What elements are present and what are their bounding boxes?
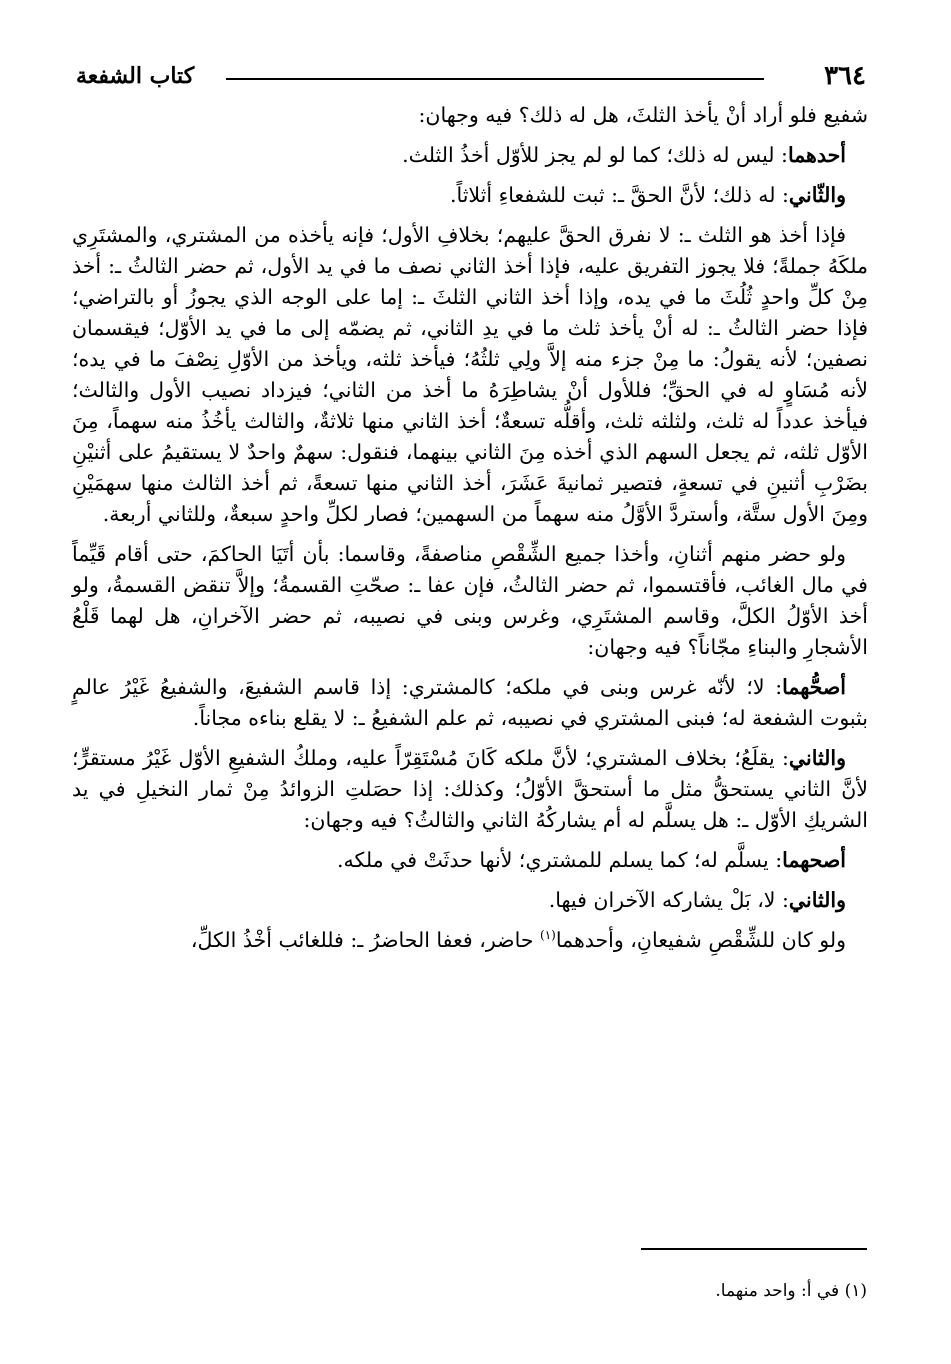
paragraph: شفيع فلو أراد أنْ يأخذ الثلثَ، هل له ذلك؟ فيه وجهان:: [418, 103, 868, 127]
paragraph: أصحُّهما: لا؛ لأنّه غرس وبنى في ملكه؛ كالمشتري: إذا قاسم الشفيعَ، والشفيعُ غَيْرُ عالمٍ بثبوت الشفعة له؛ فبنى المشتري في نصيبه، ثم علم الشفيعُ ـ: لا يقلع بناءه مجاناً.: [72, 675, 868, 730]
page-header: [76, 58, 866, 98]
book-title: كتاب الشفعة: [76, 63, 195, 89]
paragraph: فإذا أخذ هو الثلث ـ: لا نفرق الحقَّ عليهم؛ بخلافِ الأول؛ فإنه يأخذه من المشتري، والمشتَرِي ملكَهُ جملةً؛ فلا يجوز التفريق عليه، فإذا أخذ الثاني نصف ما في يد الأول، ثم حضر الثالثُ ـ: أخذ مِنْ كلِّ واحدٍ ثُلُثَ ما في يده، وإذا أخذ الثاني الثلثَ ـ: إما على الوجه الذي يجوزُ أو بالتراضي؛ فإذا حضر الثالثُ ـ: له أنْ يأخذ ثلث ما في يدِ الثاني، ثم يضمّه إلى ما في يد الأوّل؛ فيقسمان نصفين؛ لأنه يقولُ: ما مِنْ جزء منه إلاَّ ولِي ثلثُهُ؛ فيأخذ ثلثه، ويأخذ من الأوّلِ نِصْفَ ما في يده؛ لأنه مُسَاوٍ له في الحقِّ؛ فللأول أنْ يشاطِرَهُ ما أخذ من الثاني؛ فيزداد نصيب الأول والثالث؛ فيأخذ عدداً له ثلث، ولثلثه ثلث، وأقلُّه تسعةٌ؛ أخذ الثاني منها ثلاثةٌ، والثالث يأخُذُ منه سهماً، مِنَ الأوّل ثلثه، ثم يجعل السهم الذي أخذه مِنَ الثاني بينهما، فنقول: سهمٌ واحدٌ لا يستقيمُ على أثنيْنِ بضَرْبِ أثنينِ في تسعةٍ، فتصير ثمانيةَ عَشَرَ، أخذ الثاني منها تسعةً، ثم أخذ الثالث منها سهمَيْنِ ومِنَ الأول ستَّة، وأستردَّ الأوَّلُ منه سهماً من السهمين؛ فصار لكلِّ واحدٍ سبعةٌ، وللثاني أربعة.: [72, 223, 868, 526]
paragraph: أصحهما: يسلَّم له؛ كما يسلم للمشتري؛ لأنها حدثَتْ في ملكه.: [337, 848, 846, 872]
paragraph: والثّاني: له ذلك؛ لأنَّ الحقَّ ـ: ثبت للشفعاءِ أثلاثاً.: [449, 183, 846, 207]
footnote-rule: [641, 1248, 867, 1250]
paragraph: ولو حضر منهم أثنانِ، وأخذا جميع الشِّقْصِ مناصفةً، وقاسما: بأن أتَيَا الحاكمَ، حتى أقام قَيِّماً في مال الغائب، فأقتسموا، ثم حضر الثالثُ، فإن عفا ـ: صحّتِ القسمةُ؛ وإلاَّ تنقض القسمةُ، ولو أخذ الأوّلُ الكلَّ، وقاسم المشتَرِي، وغرس وبنى في نصيبه، ثم حضر الآخرانِ، هل لهما قَلْعُ الأشجارِ والبناءِ مجّاناً؟ فيه وجهان:: [72, 542, 868, 659]
header-rule: [226, 78, 764, 80]
main-text: [72, 100, 868, 956]
paragraph: ولو كان للشِّقْصِ شفيعانِ، وأحدهما$^{(١)}$ حاضر، فعفا الحاضرُ ـ: فللغائب أخْذُ الكلِّ،: [190, 928, 846, 952]
footnote-marker: (١): [540, 928, 556, 943]
paragraph: أحدهما: ليس له ذلك؛ كما لو لم يجز للأوّل أخذُ الثلث.: [402, 143, 846, 167]
footnote: (١) في أ: واحد منهما.: [715, 1281, 867, 1301]
paragraph: والثاني: يقلَعُ؛ بخلاف المشتري؛ لأنَّ ملكه كَانَ مُسْتَقِرّاً عليه، وملكُ الشفيعِ الأوّل غَيْرُ مستقرٍّ؛ لأنَّ الثاني يستحقُّ مثل ما أستحقَّ الأوّلُ؛ وكذلك: إذا حصَلتِ الزوائدُ مِنْ ثمار النخيلِ في يد الشريكِ الأوّل ـ: هل يسلَّم له أم يشاركُهُ الثاني والثالثُ؟ فيه وجهان:: [72, 746, 868, 832]
page-number: ٣٦٤: [824, 61, 866, 91]
paragraph: والثاني: لا، بَلْ يشاركه الآخران فيها.: [548, 888, 846, 912]
